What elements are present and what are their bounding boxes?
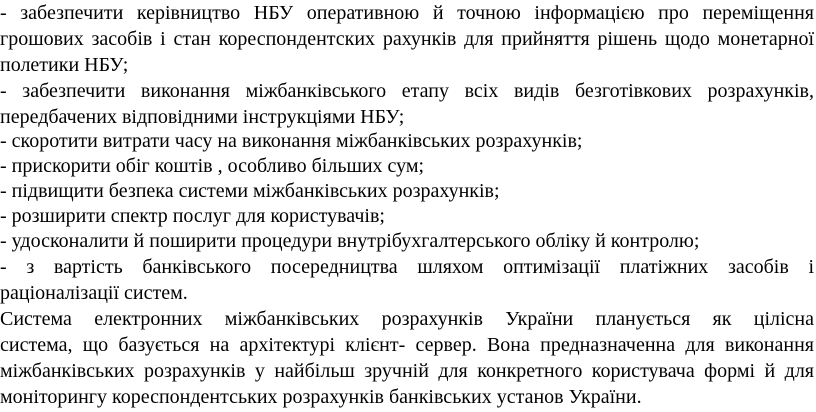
- text-line: - підвищити безпека системи міжбанківських розрахунків;: [0, 180, 500, 202]
- text-line: - скоротити витрати часу на виконання міжбанківських розрахунків;: [0, 130, 583, 152]
- text-line: - забезпечити виконання міжбанківського етапу всіх видів безготівкових розрахунків,: [0, 80, 814, 102]
- text-line: міжбанківських розрахунків у найбільш зручній для конкретного користувача формі й для: [0, 360, 814, 382]
- text-line: - забезпечити керівництво НБУ оперативною й точною інформацією про переміщення: [0, 2, 814, 24]
- text-line: полетики НБУ;: [0, 54, 129, 76]
- text-line: раціоналізації систем.: [0, 282, 188, 304]
- text-line: - прискорити обіг коштів , особливо більших сум;: [0, 155, 425, 177]
- text-line: система, що базується на архітектурі клієнт- сервер. Вона предназначенна для виконання: [0, 334, 814, 356]
- text-line: передбачених відповідними інструкціями НБУ;: [0, 106, 405, 128]
- text-line: - удосконалити й поширити процедури внутрібухгалтерського обліку й контролю;: [0, 230, 700, 252]
- text-line: Система електронних міжбанківських розрахунків України планується як цілісна: [0, 308, 814, 330]
- text-line: - розширити спектр послуг для користувачів;: [0, 205, 385, 227]
- text-line: грошових засобів і стан кореспондентских рахунків для прийняття рішень щодо монетарної: [0, 28, 814, 50]
- text-line: моніторингу кореспондентських розрахунків банківських установ України.: [0, 386, 642, 408]
- text-line: - з вартість банківського посередництва шляхом оптимізації платіжних засобів і: [0, 256, 814, 278]
